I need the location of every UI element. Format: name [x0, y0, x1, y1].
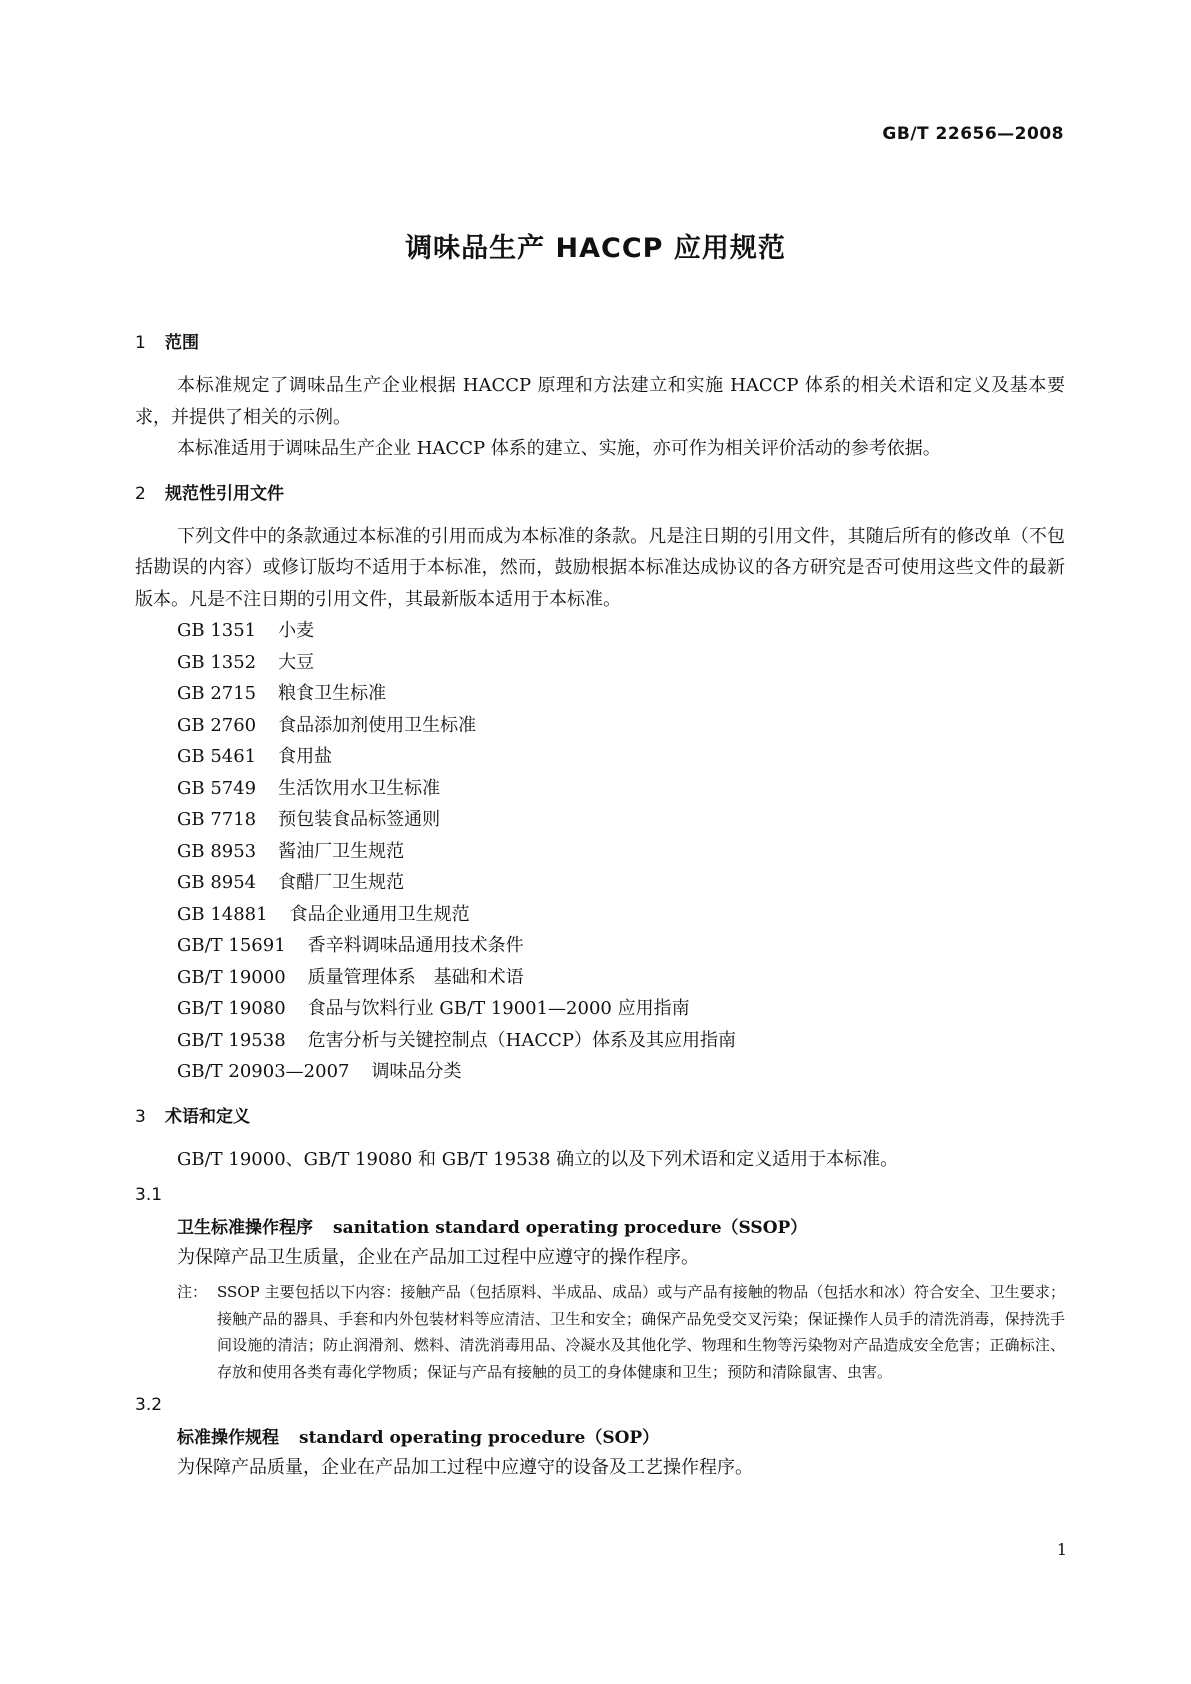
- reference-code: GB/T 19080: [177, 998, 286, 1019]
- reference-title: 危害分析与关键控制点（HACCP）体系及其应用指南: [307, 1029, 737, 1051]
- scope-paragraph: 本标准适用于调味品生产企业 HACCP 体系的建立、实施，亦可作为相关评价活动的参考依据。: [177, 438, 941, 459]
- reference-item: [135, 678, 1065, 710]
- reference-title: 食品添加剂使用卫生标准: [278, 714, 477, 736]
- term-heading: [135, 1423, 1065, 1453]
- reference-code: GB 8953: [177, 840, 257, 862]
- reference-item: [135, 710, 1065, 742]
- term-english: sanitation standard operating procedure（SSOP）: [333, 1218, 808, 1238]
- section-title: 术语和定义: [165, 1106, 250, 1127]
- reference-code: GB 1351: [177, 620, 257, 641]
- document-title: 调味品生产 HACCP 应用规范: [405, 233, 786, 264]
- reference-code: GB/T 20903—2007: [177, 1061, 350, 1082]
- reference-item: [135, 1025, 1065, 1057]
- reference-code: GB 14881: [177, 903, 268, 925]
- reference-item: [135, 993, 1065, 1025]
- reference-title: 食品与饮料行业 GB/T 19001—2000 应用指南: [307, 998, 690, 1019]
- reference-title: 质量管理体系 基础和术语: [307, 966, 524, 988]
- reference-item: [135, 836, 1065, 868]
- reference-title: 预包装食品标签通则: [278, 809, 441, 830]
- reference-code: GB 2760: [177, 714, 257, 736]
- reference-item: [135, 804, 1065, 836]
- note-text: SSOP 主要包括以下内容：接触产品（包括原料、半成品、成品）或与产品有接触的物品（包括水和冰）符合安全、卫生要求；接触产品的器具、手套和内外包装材料等应清洁、卫生和安全；确保产品免受交叉污染；保证操作人员手的清洗消毒，保持洗手间设施的清洁；防止润滑剂、燃料、清洗消毒用品、冷凝水及其他化学、物理和生物等污染物对产品造成安全危害；正确标注、存放和使用各类有毒化学物质；保证与产品有接触的员工的身体健康和卫生；预防和清除鼠害、虫害。: [217, 1283, 1065, 1381]
- standard-code: GB/T 22656—2008: [882, 124, 1064, 144]
- reference-code: GB/T 15691: [177, 935, 286, 956]
- scope-paragraph: 本标准规定了调味品生产企业根据 HACCP 原理和方法建立和实施 HACCP 体系的相关术语和定义及基本要求，并提供了相关的示例。: [135, 375, 1065, 428]
- section-heading-terms: [135, 1104, 1065, 1130]
- term-heading: [135, 1213, 1065, 1243]
- term-english: standard operating procedure（SOP）: [299, 1428, 660, 1448]
- reference-code: GB 5749: [177, 777, 257, 799]
- term-definition: 为保障产品质量，企业在产品加工过程中应遵守的设备及工艺操作程序。: [177, 1457, 753, 1478]
- reference-item: [135, 647, 1065, 679]
- section-number: 1: [135, 333, 146, 353]
- section-heading-scope: [135, 330, 1065, 356]
- reference-code: GB/T 19538: [177, 1029, 286, 1051]
- reference-item: [135, 741, 1065, 773]
- reference-code: GB/T 19000: [177, 966, 286, 988]
- reference-title: 大豆: [278, 651, 315, 673]
- reference-item: [135, 1056, 1065, 1088]
- reference-title: 香辛料调味品通用技术条件: [307, 935, 524, 956]
- page-number: 1: [1056, 1540, 1067, 1559]
- section-title: 范围: [165, 333, 199, 353]
- term-number: 3.2: [135, 1395, 163, 1415]
- reference-title: 粮食卫生标准: [278, 683, 387, 704]
- note-label: 注：: [177, 1283, 208, 1301]
- term-definition: 为保障产品卫生质量，企业在产品加工过程中应遵守的操作程序。: [177, 1247, 699, 1268]
- reference-list: [135, 615, 1065, 1088]
- section-heading-normative-references: [135, 481, 1065, 507]
- term-chinese: 标准操作规程: [177, 1428, 279, 1448]
- reference-title: 食品企业通用卫生规范: [289, 903, 470, 925]
- reference-title: 食用盐: [278, 746, 333, 767]
- reference-item: [135, 867, 1065, 899]
- reference-code: GB 1352: [177, 651, 257, 673]
- terms-intro: GB/T 19000、GB/T 19080 和 GB/T 19538 确立的以及下列术语和定义适用于本标准。: [177, 1148, 899, 1170]
- document-body: [135, 330, 1065, 1483]
- reference-item: [135, 930, 1065, 962]
- reference-title: 小麦: [278, 620, 315, 641]
- reference-title: 酱油厂卫生规范: [278, 840, 405, 862]
- reference-item: [135, 773, 1065, 805]
- reference-code: GB 5461: [177, 746, 257, 767]
- term-chinese: 卫生标准操作程序: [177, 1218, 313, 1238]
- reference-item: [135, 899, 1065, 931]
- reference-item: [135, 615, 1065, 647]
- reference-title: 食醋厂卫生规范: [278, 872, 405, 893]
- section-number: 3: [135, 1106, 146, 1127]
- section-number: 2: [135, 483, 146, 504]
- references-intro: 下列文件中的条款通过本标准的引用而成为本标准的条款。凡是注日期的引用文件，其随后所有的修改单（不包括勘误的内容）或修订版均不适用于本标准，然而，鼓励根据本标准达成协议的各方研究是否可使用这些文件的最新版本。凡是不注日期的引用文件，其最新版本适用于本标准。: [135, 525, 1065, 610]
- reference-code: GB 7718: [177, 809, 257, 830]
- reference-code: GB 2715: [177, 683, 257, 704]
- term-number: 3.1: [135, 1185, 163, 1205]
- section-title: 规范性引用文件: [165, 483, 284, 504]
- reference-code: GB 8954: [177, 872, 257, 893]
- reference-item: [135, 962, 1065, 994]
- term-note: [135, 1279, 1065, 1385]
- reference-title: 生活饮用水卫生标准: [278, 777, 441, 799]
- reference-title: 调味品分类: [371, 1061, 462, 1082]
